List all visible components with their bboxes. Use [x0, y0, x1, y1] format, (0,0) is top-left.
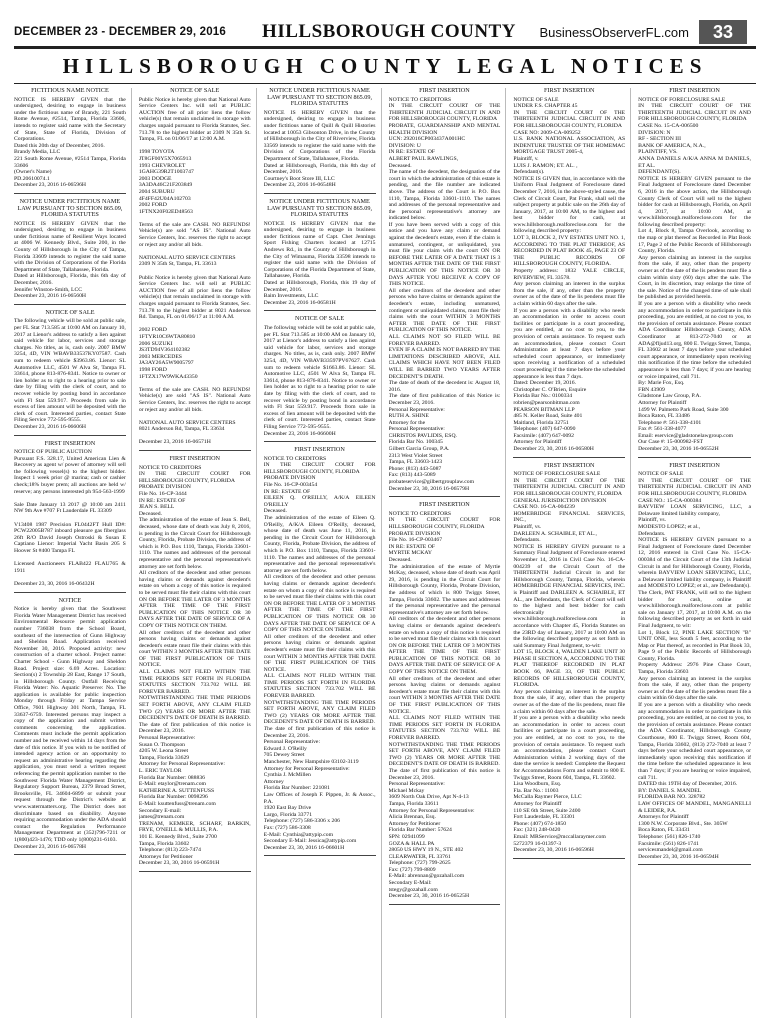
notice-body: NOTICE OF SALE IN THE CIRCUIT COURT OF THE THIRTEENTH JUDICIAL CIRCUIT IN AND FOR HILLSBOROUGH COUNTY, FLORIDA CASE NO.: 15-CA-000384 BAYVIEW LOAN SERVICING, LLC, a Delaware limited liability company, Plaintiff, vs. MODESTO LOPEZ; et al., Defendants. NOTICE IS HEREBY GIVEN pursuant to a Final Judgment of Foreclosure dated December 12, 2016 entered in Civil Case No. 15-CA-000384 of the Circuit Court of the 13th Judicial Circuit in and for Hillsborough County, Florida, wherein BAYVIEW LOAN SERVICING, LLC, a Delaware limited liability company, is Plaintiff and MODESTO LOPEZ; et al., are Defendant(s). The Clerk, PAT FRANK, will sell to the highest bidder for cash, online at www.hillsborough.realforeclose.com at public sale on January 17, 2017, at 10:00 A.M. on the following described property as set forth in said Final Judgment, to wit: Lot 1, Block 12, PINE LAKE SECTION "B" UNIT ONE, less South 5 feet, according to the Map or Plat thereof, as recorded in Plat Book 33, Page 9 of the Public Records of Hillsborough County, Florida. Property Address: 2976 Pine Chase Court, Tampa, Florida 33603 Any person claiming an interest in the surplus from the sale, if any, other than the property owner as of the date of the lis pendens must file a claim within 60 days after the sale. If you are a person with a disability who needs any accommodation in order to participate in this proceeding, you are entitled, at no cost to you, to the provision of certain assistance. Please contact the ADA Coordinator, Hillsborough County Courthouse, 800 E. Twiggs Street, Room 604, Tampa, Florida 33602, (813) 272-7040 at least 7 days before your scheduled court appearance, or immediately upon receiving this notification if the time before the scheduled appearance is less than 7 days; if you are hearing or voice impaired, call 711. DATED this 19TH day of December, 2016. BY: DANIEL S. MANDEL FLORIDA BAR NO. 328782 LAW OFFICES OF MANDEL, MANGANELLI & LEIDER, P.A. Attorneys for Plaintiff 1300 N.W. Corporate Blvd., Ste. 305W Boca Raton, FL 33431 Telephone: (561) 826-1740 Facsimile: (561) 826-1741 servicesmandel@gmail.com December 23, 30, 2016 16-06594H: [638, 471, 751, 860]
legal-notice: [14, 441, 126, 593]
legal-notice: [264, 316, 376, 442]
notice-columns: [14, 88, 756, 1018]
notice-column: [389, 88, 507, 1018]
notice-heading: NOTICE UNDER FICTITIOUS NAME LAW PURSUANT TO SECTION 865.09, FLORIDA STATUTES: [267, 197, 373, 219]
website-link[interactable]: BusinessObserverFL.com: [539, 24, 689, 40]
legal-notice: [389, 502, 501, 905]
legal-notice: [638, 463, 751, 866]
notice-body: Public Notice is hereby given that National Auto Service Centers Inc. will sell at PUBLIC AUCTION free of all prior liens the follow vehicle(s) that remain unclaimed in storage with charges unpaid pursuant to Florida Statutes, Sec. 713.78 to the highest bidder at 2309 N 35th St. Tampa, FL on 01/06/17 at 12:00 A.M. 1998 TOYOTA JT8GF00Y5X7065913 1993 CHEVROLET 1GAHG39R2T1003747 2003 DODGE 3A3DA46C21F203849 2004 SUBURU 4F4FF42U04A102703 2002 FORD 1FTNX20F02ED48563 Terms of the sale are CASH. NO REFUNDS! Vehicle(s) are sold "AS IS". National Auto Service Centers, Inc. reserves the right to accept or reject any and/or all bids. NATIONAL AUTO SERVICE CENTERS 2309 N 35th St, Tampa, FL 33613 Public Notice is hereby given that National Auto Service Centers Inc. will sell at PUBLIC AUCTION free of all prior liens the follow vehicle(s) that remain unclaimed in storage with charges unpaid pursuant to Florida Statutes, Sec. 713.78 to the highest bidder at 8021 Anderson Rd. Tampa, FL on 01/06/17 at 11:00 A.M. 2002 FORD 1FTYR10C6WTA80810 2006 SUZUKI JS3TD94V364102382 2003 MERCEDES JA3AY26A5W9005797 1998 FORD 1FTZX17W9WKA43350 Terms of the sale are CASH. NO REFUNDS! Vehicle(s) are sold "AS IS". National Auto Service Centers, Inc. reserves the right to accept or reject any and/or all bids. NATIONAL AUTO SERVICE CENTERS 8021 Anderson Rd, Tampa, FL 33634 December 23, 2016 16-06571H: [138, 96, 251, 446]
notice-heading: FIRST INSERTION: [543, 461, 595, 469]
notice-column: [638, 88, 756, 1018]
legal-notice: [264, 88, 376, 194]
notice-heading: NOTICE OF SALE: [45, 308, 95, 316]
issue-dates: DECEMBER 23 - DECEMBER 29, 2016: [14, 26, 226, 38]
notice-column: [264, 88, 382, 1018]
legal-notice: [14, 598, 126, 856]
section-title: HILLSBOROUGH COUNTY LEGAL NOTICES: [62, 54, 708, 78]
legal-notice: [389, 88, 501, 497]
notice-column: [139, 88, 257, 1018]
header-rule-thin: [14, 48, 756, 49]
notice-column: [14, 88, 132, 1018]
notice-heading: FIRST INSERTION: [44, 439, 96, 447]
legal-notice: [513, 463, 625, 859]
notice-heading: FIRST INSERTION: [419, 501, 470, 509]
notice-heading: FIRST INSERTION: [669, 88, 720, 94]
notice-heading: FIRST INSERTION: [543, 88, 595, 94]
notice-heading: NOTICE OF SALE: [295, 315, 345, 323]
notice-heading: FICTITIOUS NAME NOTICE: [31, 88, 109, 94]
paper-title: HILLSBOROUGH COUNTY: [262, 21, 516, 42]
legal-notice: [139, 88, 251, 451]
notice-body: NOTICE OF SALE UNDER F.S. CHAPTER 45 IN THE CIRCUIT COURT OF THE THIRTEENTH JUDICIAL CIRCUIT IN AND FOR HILLSBOROUGH COUNTY, FLORIDA CASE NO: 2009-CA-009252 U.S. BANK NATIONAL ASSOCIATION, AS INDENTURE TRUSTEE OF THE HOMEMAC MORTGAGE TRUST 2005-4, Plaintiff, v. LUIS J. RAMON; ET. AL. , Defendant(s). NOTICE IS GIVEN that, in accordance with the Uniform Final Judgment of Foreclosure dated December 7, 2016, in the above-styled cause, the Clerk of Circuit Court, Pat Frank, shall sell the subject property at public sale on the 26th day of January, 2017, at 10:00 AM, to the highest and best bidder for cash, at www.hillsborough.realforeclose.com for the following described property: LOT 3, BLOCK 2, IVY ESTATES UNIT NO. 1, ACCORDING TO THE PLAT THEREOF, AS RECORDED IN PLAT BOOK 45, PAGE 23 OF THE PUBLIC RECORDS OF HILLSBOROUGH COUNTY, FLORIDA. Property address: 1832 YALE CIRCLE, RIVERVIEW, FL 33578. Any person claiming an interest in the surplus from the sale, if any, other than the property owner as of the date of the lis pendens must file a claim within 60 days after the sale. If you are a person with a disability who needs an accommodation in order to access court facilities or participate in a court proceeding, you are entitled, at no cost to you, to the provision of certain assistance. To request such an accommodation, please contact Court Administration at least 7 days before your scheduled court appearance, or immediately upon receiving a notification of a scheduled court proceeding if the time before the scheduled appearance is less than 7 days. Dated: December 19, 2016. Christopher C. O'Brien, Esquire Florida Bar No.: 0100334 robrien@pearsonbitman.com PEARSON BITMAN LLP 485 N. Keller Road, Suite 401 Maitland, Florida 32751 Telephone: (407) 647-0090 Facsimile: (407) 647-0092 Attorney for Plaintiff December 23, 30, 2016 16-06580H: [513, 96, 626, 453]
legal-notice: [14, 310, 126, 436]
notice-body: NOTICE TO CREDITORS IN THE CIRCUIT COURT OF THE THIRTEENTH JUDICIAL CIRCUIT IN AND FOR HILLSBOROUGH COUNTY, FLORIDA PROBATE, GUARDIANSHIP AND MENTAL HEALTH DIVISION UCN: 292016CP003437A001HC DIVISION: U IN RE: ESTATE OF ALBERT PAUL RAWLINGS, Deceased. The name of the decedent, the designation of the court in which the administration of this estate is pending, and the file number are indicated above. The address of the Court is P.O. Box 1110, Tampa, Florida 33601-1110. The names and addresses of the personal representative and the personal representative's attorney are indicated below. If you have been served with a copy of this notice and you have any claim or demand against the decedent's estate, even if the claim is unmatured, contingent, or unliquidated, you must file your claim with the court ON OR BEFORE THE LATER OF A DATE THAT IS 3 MONTHS AFTER THE DATE OF THE FIRST PUBLICATION OF THIS NOTICE OR 30 DAYS AFTER YOU RECEIVE A COPY OF THIS NOTICE. All other creditors of the decedent and other persons who have claims or demands against the decedent's estate, including unmatured, contingent or unliquidated claims, must file their claims with the court WITHIN 3 MONTHS AFTER THE DATE OF THE FIRST PUBLICATION OF THIS NOTICE. ALL CLAIMS NOT SO FILED WILL BE FOREVER BARRED. EVEN IF A CLAIM IS NOT BARRED BY THE LIMITATIONS DESCRIBED ABOVE, ALL CLAIMS WHICH HAVE NOT BEEN FILED WILL BE BARRED TWO YEARS AFTER DECEDENT'S DEATH. The date of death of the decedent is: August 18, 2016. The date of first publication of this Notice is: December 23, 2016. Personal Representative: RUTH A. SHINE Attorney for the Personal Representative: CHRISTOS PAVLIDIS, ESQ. Florida Bar No. 100345 Gilbert Garcia Group, P.A. 2313 West Violet Street Tampa, FL 33603-1423 Phone: (813) 443-5087 Fax: (813) 443-5089 probateservice@gilbertgrouplaw.com December 23, 30, 2016 16-06579H: [388, 96, 501, 492]
notice-body: NOTICE OF FORECLOSURE SALE IN THE CIRCUIT COURT OF THE THIRTEENTH JUDICIAL CIRCUIT IN AND FOR HILLSBOROUGH COUNTY, FLORIDA CASE No. 15-CA-006500 DIVISION: N RF - SECTION III BANK OF AMERICA, N.A., PLAINTIFF, VS. ANNA DANIELS A/K/A ANNA M DANIELS, ET AL. DEFENDANT(S). NOTICE IS HEREBY GIVEN pursuant to the Final Judgment of Foreclosure dated December 6, 2016 in the above action, the Hillsborough County Clerk of Court will sell to the highest bidder for cash at Hillsborough, Florida, on April 4, 2017, at 10:00 AM, at www.hillsborough.realforeclose.com for the following described property: Lot 4, Block 8, Tampa Overlook, according to the map or plat thereof as Recorded in Plat Book 17, Page 2 of the Public Records of Hillsborough County, Florida. Any person claiming an interest in the surplus from the sale, if any, other than the property owner as of the date of the lis pendens must file a claim within sixty (60) days after the sale. The Court, in its discretion, may enlarge the time of the sale. Notice of the changed time of sale shall be published as provided herein. If you are a person with a disability who needs any accommodation in order to participate in this proceeding, you are entitled, at no cost to you, to the provision of certain assistance. Please contact ADA Coordinator Hillsborough County, ADA Coordinator at 813-272-7040 or at ADA@fljud13.org, 800 E. Twiggs Street, Tampa, FL 33602 at least 7 days before your scheduled court appearance, or immediately upon receiving this notification if the time before the scheduled appearance is less than 7 days; if you are hearing or voice impaired, call 711. By: Marie Fox, Esq. FBN 43909 Gladstone Law Group, P.A. Attorney for Plaintiff 1499 W. Palmetto Park Road, Suite 300 Boca Raton, FL 33486 Telephone #: 561-338-4101 Fax #: 561-338-4077 Email: eservice@gladstonelawgroup.com Our Case #: 15-000982-FST December 23, 30, 2016 16-06552H: [638, 96, 751, 453]
legal-notice: [638, 88, 751, 458]
notice-body: NOTICE IS HEREBY GIVEN that the undersigned, desiring to engage in business under the fictitious name of Brandy, 221 South Rome Avenue, #2514, Tampa, Florida 33606, intends to register said name with the Secretary of State, State of Florida, Division of Corporations. Dated this 20th day of December, 2016. Brandy Media, LLC 221 South Rome Avenue, #2514 Tampa, Florida 33606 (Owner's Name) PD.20610074.1 December 23, 2016 16-06596H: [14, 96, 126, 189]
legal-notice: [513, 88, 625, 458]
page-number: 33: [699, 20, 747, 44]
notice-column: [513, 88, 631, 1018]
notice-heading: NOTICE: [58, 596, 82, 604]
notice-heading: FIRST INSERTION: [294, 446, 345, 454]
notice-body: NOTICE IS HEREBY GIVEN that the undersigned, desiring to engage in business under fictitious name of Resilient Ways located at 4006 W. Kennedy Blvd., Suite 200, in the County of Hillsborough in the City of Tampa, Florida 33609 intends to register the said name with the Division of Corporations of the Florida Department of State, Tallahassee, Florida. Dated at Hillsborough, Florida, this 6th day of December, 2016. Jennifer Winston-Smith, LCC December 23, 2016 16-06560H: [14, 220, 126, 300]
notice-heading: NOTICE UNDER FICTITIOUS NAME LAW PURSUANT TO SECTION 865.09, FLORIDA STATUTES: [267, 88, 373, 108]
notice-heading: NOTICE UNDER FICTITIOUS NAME LAW PURSUANT TO SECTION 865.09, FLORIDA STATUTES: [17, 197, 123, 219]
notice-body: NOTICE IS HEREBY GIVEN that the undersigned, desiring to engage in business under fictitious name of Capt. Chet Jennings Sport Fishing Charters located at 12715 Andrews Rd., in the County of Hillsborough in the City of Wimauma, Florida 33598 intends to register the said name with the Division of Corporations of the Florida Department of State, Tallahassee, Florida. Dated at Hillsborough, Florida, this 19 day of December, 2016. Baim Investments, LLC December 23, 2016 16-06581H: [263, 220, 376, 306]
notice-body: NOTICE OF PUBLIC AUCTION Pursuant F.S. 328.17, United American Lien & Recovery as agent w/ power of attorney will sell the following vessel(s) to the highest bidder. Inspect 1 week prior @ marina; cash or cashier check;18% buyer prem; all auctions are held w/ reserve; any persons interested ph 954-563-1999 Sale Date January 13 2017 @ 10:00 am 2411 NW 9th Ave #707 Ft Lauderdale FL 33309 V13408 1987 Precision FL0442FT Hull ID#: PCW22005B787 inboard pleasure gas fiberglass 26ft R/O David Joseph Ostroski & Susan E Captiano Lienor: Imperial Yacht Basin 205 S Hoover St #400 Tampa FL Licensed Auctioneers FLAB422 FLAU765 & 1911 December 23, 30, 2016 16-06432H: [14, 449, 126, 587]
legal-notice: [139, 456, 251, 872]
notice-heading: FIRST INSERTION: [669, 461, 720, 469]
notice-body: NOTICE TO CREDITORS IN THE CIRCUIT COURT FOR HILLSBOROUGH COUNTY, FLORIDA PROBATE DIVISION File No. 16-CP-003454 IN RE: ESTATE OF EILEEN Q. O'REILLY, A/K/A EILEEN O'REILLY Deceased. The administration of the estate of Eileen Q. O'Reilly, A/K/A Eileen O'Reilly, deceased, whose date of death was June 11, 2016, is pending in the Circuit Court for Hillsborough County, Florida, Probate Division, the address of which is P.O. Box 1110, Tampa, Florida 33601-1110. The names and addresses of the personal representative and the personal representative's attorney are set forth below. All creditors of the decedent and other persons having claims or demands against decedent's estate on whom a copy of this notice is required to be served must file their claims with this court ON OR BEFORE THE LATER OF 3 MONTHS AFTER THE TIME OF THE FIRST PUBLICATION OF THIS NOTICE OR 30 DAYS AFTER THE DATE OF SERVICE OF A COPY OF THIS NOTICE ON THEM. All other creditors of the decedent and other persons having claims or demands against decedent's estate must file their claims with this court WITHIN 3 MONTHS AFTER THE DATE OF THE FIRST PUBLICATION OF THIS NOTICE. ALL CLAIMS NOT FILED WITHIN THE TIME PERIODS SET FORTH IN FLORIDA STATUTES SECTION 733.702 WILL BE FOREVER BARRED. NOTWITHSTANDING THE TIME PERIODS SET FORTH ABOVE, ANY CLAIM FILED TWO (2) YEARS OR MORE AFTER THE DECEDENT'S DATE OF DEATH IS BARRED. The date of first publication of this notice is December 23, 2016. Personal Representative: Edward J. O'Reilly 705 Dewey Street Manchester, New Hampshire 03102-3119 Attorney for Personal Representative: Cynthia J. McMillen Attorney Florida Bar Number: 221081 Law Offices of Joseph F. Pippen, Jr. & Assoc., P.A. 1920 East Bay Drive Largo, Florida 33771 Telephone: (727) 586-3306 x 206 Fax: (727) 586-3308 E-Mail: Cynthia@attypip.com Secondary E-Mail: Jessica@attypip.com December 23, 30, 2016 16-06601H: [263, 455, 376, 851]
title-rule: [14, 83, 756, 84]
notice-body: NOTICE TO CREDITORS IN THE CIRCUIT COURT FOR HILLSBOROUGH COUNTY, FLORIDA PROBATE DIVISION File No. 16-CP-003467 IN RE: ESTATE OF MYRTIE MCKAY Deceased. The administration of the estate of Myrtie McKay, deceased, whose date of death was April 29, 2016, is pending in the Circuit Court for Hillsborough County, Florida, Probate Division, the address of which is 800 Twiggs Street, Tampa, Florida 33602. The names and addresses of the personal representative and the personal representative's attorney are set forth below. All creditors of the decedent and other persons having claims or demands against decedent's estate on whom a copy of this notice is required to be served must file their claims with this court ON OR BEFORE THE LATER OF 3 MONTHS AFTER THE TIME OF THE FIRST PUBLICATION OF THIS NOTICE OR 30 DAYS AFTER THE DATE OF SERVICE OF A COPY OF THIS NOTICE ON THEM. All other creditors of the decedent and other persons having claims or demands against decedent's estate must file their claims with this court WITHIN 3 MONTHS AFTER THE DATE OF THE FIRST PUBLICATION OF THIS NOTICE. ALL CLAIMS NOT FILED WITHIN THE TIME PERIODS SET FORTH IN FLORIDA STATUTES SECTION 733.702 WILL BE FOREVER BARRED. NOTWITHSTANDING THE TIME PERIODS SET FORTH ABOVE, ANY CLAIM FILED TWO (2) YEARS OR MORE AFTER THE DECEDENT'S DATE OF DEATH IS BARRED. The date of first publication of this notice is December 23, 2016. Personal Representative: Michael Mckay 3609 North Oak Drive, Apt N-4-13 Tampa, Florida 33611 Attorney for Personal Representative: Alicia Brennan, Esq. Attorney for Petitioner Florida Bar Number: 57624 SPN: 02941099 GOZA & HALL PA 28050 US HWY 19 N., STE 402 CLEARWATER, FL 33761 Telephone: (727) 799-2625 Fax: (727) 799-8809 E-Mail: abrennan@gozahall.com Secondary E-Mail: tstegy@gozahall.com December 23, 30, 2016 16-06525H: [388, 510, 501, 900]
legal-notice: [264, 447, 376, 856]
notice-body: The following vehicle will be sold at public sale, per FL Stat 713.585 at 10:00 AM on January 10, 2017 at Lienor's address to satisfy a lien against said vehicle for labor, services and storage charges. No titles, as is, cash only. 2007 BMW 3254, 4D, VIN WBAVB33597PV67627. Cash sum to redeem vehicle $1663.86. Lienor: SL Automotive LLC, 4501 W Alva St, Tampa FL 33614, phone 813-876-8341. Notice to owner or lien holder as to right to a hearing prior to sale date by filing with the clerk of court, and to recover vehicle by posting bond in accordance with Fl Stat 559.917. Proceeds from sale in excess of lien amount will be deposited with the clerk of court. Interested parties, contact State Filing Service 772-595-9555. December 23, 2016 16-06600H: [263, 325, 376, 437]
page-header: [14, 20, 756, 44]
notice-body: NOTICE OF FORECLOSURE SALE IN THE CIRCUIT COURT OF THE THIRTEENTH JUDICIAL CIRCUIT IN AND FOR HILLSBOROUGH COUNTY, FLORIDA GENERAL JURISDICTION DIVISION CASE NO. 16-CA-004239 HOMEBRIDGE FINANCIAL SERVICES, INC., Plaintiff, vs. DARLEEN A. SCHAIBLE, ET AL., Defendants. NOTICE IS HEREBY GIVEN pursuant to a Summary Final Judgment of Foreclosure entered November 14, 2016 in Civil Case No. 16-CA-004239 of the Circuit Court of the THIRTEENTH Judicial Circuit in and for Hillsborough County, Tampa, Florida, wherein HOMEBRIDGE FINANCIAL SERVICES, INC. is Plaintiff and DARLEEN A. SCHAIBLE, ET AL., are Defendants, the Clerk of Court will sell to the highest and best bidder for cash electronically at www.hillsborough.realforeclose.com in accordance with Chapter 45, Florida Statutes on the 23RD day of January, 2017 at 10:00 AM on the following described property as set forth in said Summary Final Judgment, to-wit: LOT 15, BLOCK 4, WALDEN LAKE UNIT 30 PHASE II SECTION A, ACCORDING TO THE PLAT THEREOF RECORDED IN PLAT BOOK 66, PAGE 33, OF THE PUBLIC RECORDS OF HILLSBOROUGH COUNTY, FLORIDA. Any person claiming an interest in the surplus from the sale, if any, other than the property owner as of the date of the lis pendens, must file a claim within 60 days after the sale. If you are a person with a disability who needs an accommodation in order to access court facilities or participate in a court proceeding, you are entitled, at no cost to you, to the provision of certain assistance. To request such an accommodation, please contact Court Administration within 2 working days of the date the service is needed: Complete the Request for Accommodations Form and submit to 800 E. Twiggs Street, Room 604, Tampa, FL 33602. Lisa Woodburn, Esq. Fla. Bar No.: 11003 McCalla Raymer Pierce, LLC Attorney for Plaintiff 110 SE 6th Street, Suite 2400 Fort Lauderdale, FL 33301 Phone: (407) 674-1850 Fax: (321) 248-0420 Email: MRService@mccallaraymer.com 5272379 16-01397-3 December 23, 30, 2016 16-06596H: [513, 471, 626, 854]
notice-body: NOTICE IS HEREBY GIVEN that the undersigned, desiring to engage in business under fictitious name of Quill & Quill Histories located at 10053 Gibsonton Drive, in the County of Hillsborough in the City of Riverview, Florida 33569 intends to register the said name with the Division of Corporations of the Florida Department of State, Tallahassee, Florida. Dated at Hillsborough, Florida, this 8th day of December, 2016. Courtney's Boot Store III, LLC December 23, 2016 16-06548H: [263, 109, 376, 189]
notice-body: Notice is hereby given that the Southwest Florida Water Management District has received Environmental Resource permit application number 736038 from the School Board, southeast of the intersection of Gunn Highway and Sheldon Road. Application received November 30, 2016. Proposed activity: new construction of a charter school. Project name: Charter School - Gunn Highway and Sheldon Road. Project size: 6.69 Acres. Location: Section(s) 2 Township 28 East, Range 17 South, in Hillsborough County. Outfall Receiving Florida Water: No. Aquatic Preserve: No. The application is available for public inspection Monday through Friday at Tampa Service Office, 7601 Highway 301 North, Tampa, FL 33637-6759. Interested persons may inspect a copy of the application and submit written comments concerning the application. Comments must include the permit application number and be received within 14 days from the date of this notice. If you wish to be notified of intended agency action or an opportunity to request an administrative hearing regarding the application, you must send a written request referencing the permit application number to the Southwest Florida Water Management District, Regulatory Support Bureau, 2379 Broad Street, Brooksville, FL 34604-6899 or submit your request through the District's website at www.watermatters.org. The District does not discriminate based on disability. Anyone requiring accommodation under the ADA should contact the Regulation Performance Management Department at (352)796-7211 or 1(800)423-1476; TDD only 1(800)231-6103. December 23, 2016 16-06578H: [14, 606, 126, 850]
notice-heading: FIRST INSERTION: [419, 88, 470, 94]
legal-notice: [264, 199, 376, 312]
legal-notice: [14, 199, 126, 305]
notice-body: The following vehicle will be sold at public sale, per FL Stat 713.585 at 10:00 AM on January 10, 2017 at Lienor's address to satisfy a lien against said vehicle for labor, services and storage charges. No titles, as is, cash only. 2007 BMW 3254, 4D, VIN WBAVB33537KY07587. Cash sum to redeem vehicle $3963.86. Lienor: SL Automotive LLC, 4501 W Alva St, Tampa FL 33614, phone 813-876-8341. Notice to owner or lien holder as to right to a hearing prior to sale date by filing with the clerk of court, and to recover vehicle by posting bond in accordance with Fl Stat 559.917. Proceeds from sale in excess of lien amount will be deposited with the clerk of court. Interested parties, contact State Filing Service 772-595-9555. December 23, 2016 16-06606H: [14, 318, 126, 430]
notice-heading: FIRST INSERTION: [169, 455, 221, 463]
notice-heading: NOTICE OF SALE: [170, 88, 220, 94]
legal-notice: [14, 88, 126, 194]
notice-body: NOTICE TO CREDITORS IN THE CIRCUIT COURT FOR HILLSBOROUGH COUNTY, FLORIDA PROBATE DIVISION File No. 16-CP-3444 IN RE: ESTATE OF JEAN S. BELL Deceased. The administration of the estate of Jean S. Bell, deceased, whose date of death was July 8, 2016, is pending in the Circuit Court for Hillsborough County, Florida, Probate Division, the address of which is P.O. Box 1110, Tampa, Florida 33601-1110. The names and addresses of the personal representative and the personal representative's attorney are set forth below. All creditors of the decedent and other persons having claims or demands against decedent's estate on whom a copy of this notice is required to be served must file their claims with this court ON OR BEFORE THE LATER OF 3 MONTHS AFTER THE TIME OF THE FIRST PUBLICATION OF THIS NOTICE OR 30 DAYS AFTER THE DATE OF SERVICE OF A COPY OF THIS NOTICE ON THEM. All other creditors of the decedent and other persons having claims or demands against decedent's estate must file their claims with this court WITHIN 3 MONTHS AFTER THE DATE OF THE FIRST PUBLICATION OF THIS NOTICE. ALL CLAIMS NOT FILED WITHIN THE TIME PERIODS SET FORTH IN FLORIDA STATUTES SECTION 733.702 WILL BE FOREVER BARRED. NOTWITHSTANDING THE TIME PERIODS SET FORTH ABOVE, ANY CLAIM FILED TWO (2) YEARS OR MORE AFTER THE DECEDENT'S DATE OF DEATH IS BARRED. The date of first publication of this notice is December 23, 2016. Personal Representative: Susan O. Thompson 4205 W. Leona Street Tampa, Florida 33629 Attorney for Personal Representative: L. ERIC TAYLOR Florida Bar Number: 088836 E-Mail: etaylor@trenam.com KATHERINE A. SUTTENFUSS Florida Bar Number: 0098296 E-Mail: ksuttenfuss@trenam.com Secondary E-mail: james@trenam.com TRENAM, KEMKER, SCHARF, BARKIN, FRYE, O'NEILL & MULLIS, P.A. 101 E. Kennedy Blvd., Suite 2700 Tampa, Florida 33602 Telephone: (813) 223-7474 Attorneys for Petitioner December 23, 30, 2016 16-06591H: [138, 464, 251, 867]
